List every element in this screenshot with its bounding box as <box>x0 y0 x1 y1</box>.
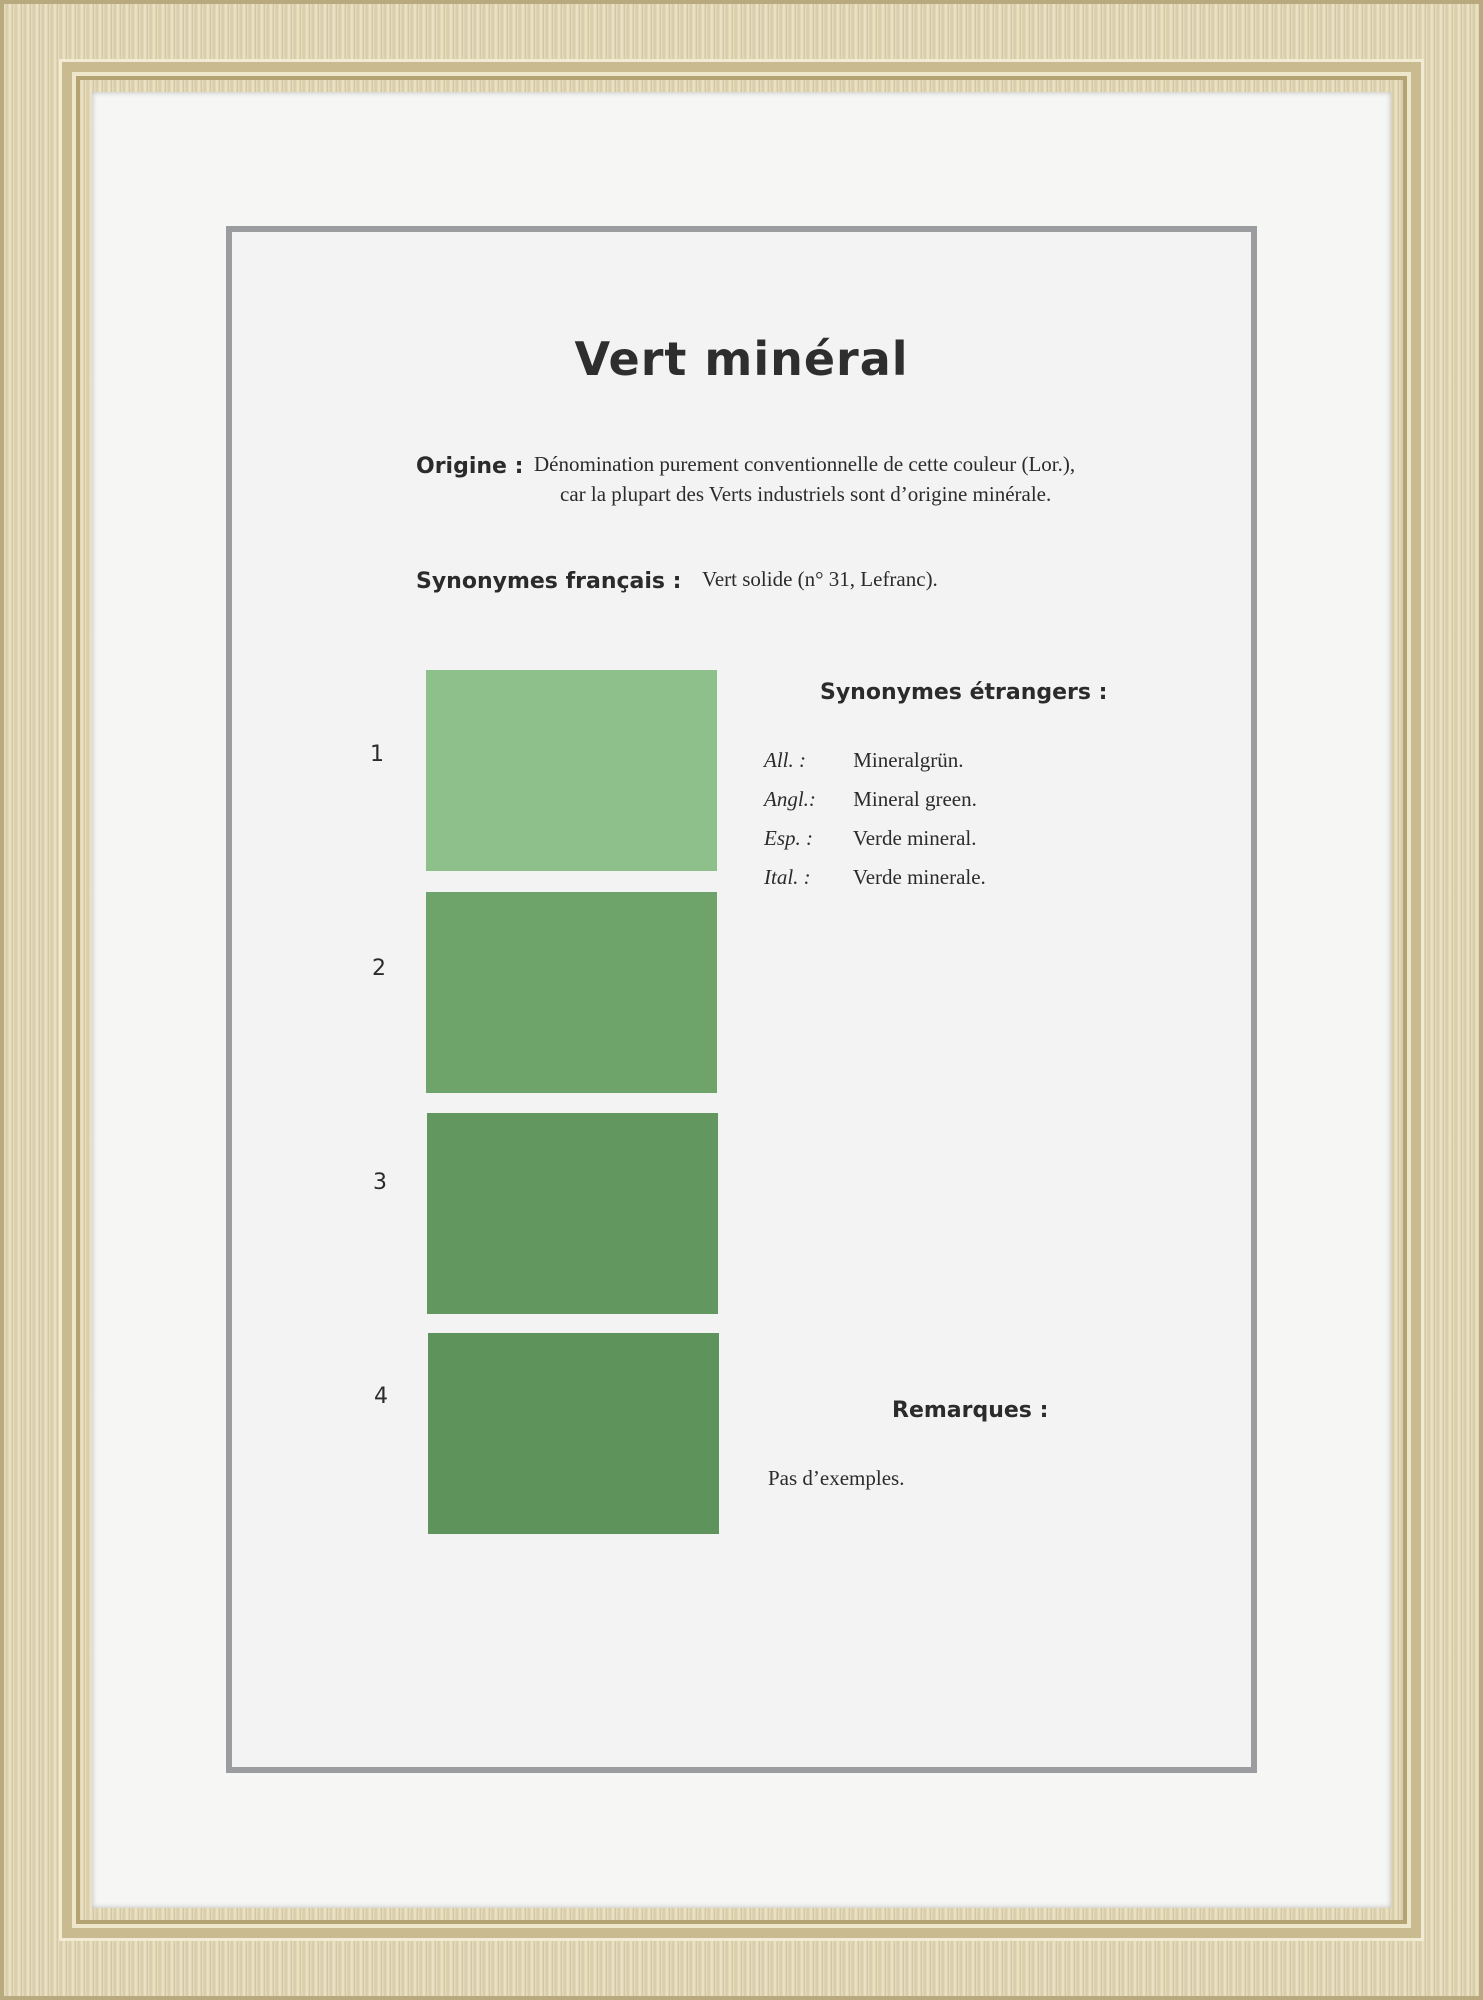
remarques-value: Pas d’exemples. <box>768 1466 905 1490</box>
plate-title: Vert minéral <box>574 332 909 386</box>
color-swatch-4 <box>428 1333 719 1534</box>
swatch-number-4: 4 <box>374 1384 388 1409</box>
synonym-row-all <box>764 748 963 773</box>
synonym-value: Verde mineral. <box>852 826 977 850</box>
remarques-label: Remarques : <box>892 1398 1049 1423</box>
swatch-number-1: 1 <box>370 742 384 767</box>
swatch-number-3: 3 <box>373 1170 387 1195</box>
synonym-value: Mineralgrün. <box>853 748 964 772</box>
synonymes-francais-value: Vert solide (n° 31, Lefranc). <box>702 567 938 591</box>
origine-label: Origine : <box>416 454 524 479</box>
synonym-lang: Ital. : <box>764 865 811 889</box>
origine-line-2: car la plupart des Verts industriels sont d’origine minérale. <box>560 482 1052 506</box>
origine-line-1: Dénomination purement conventionnelle de cette couleur (Lor.), <box>534 452 1076 476</box>
color-swatch-3 <box>427 1113 718 1314</box>
synonym-row-ital <box>764 865 986 890</box>
synonym-lang: Angl.: <box>764 787 816 811</box>
color-plate <box>226 226 1257 1773</box>
color-swatch-2 <box>426 892 717 1093</box>
synonym-value: Mineral green. <box>853 787 977 811</box>
synonym-value: Verde minerale. <box>852 865 986 889</box>
synonymes-etrangers-label: Synonymes étrangers : <box>820 680 1108 705</box>
synonymes-francais-label: Synonymes français : <box>416 569 682 594</box>
color-swatch-1 <box>426 670 717 871</box>
synonym-lang: Esp. : <box>764 826 813 850</box>
synonym-row-esp <box>764 826 977 851</box>
synonym-row-angl <box>764 787 977 812</box>
swatch-number-2: 2 <box>372 956 386 981</box>
synonym-lang: All. : <box>764 748 806 772</box>
